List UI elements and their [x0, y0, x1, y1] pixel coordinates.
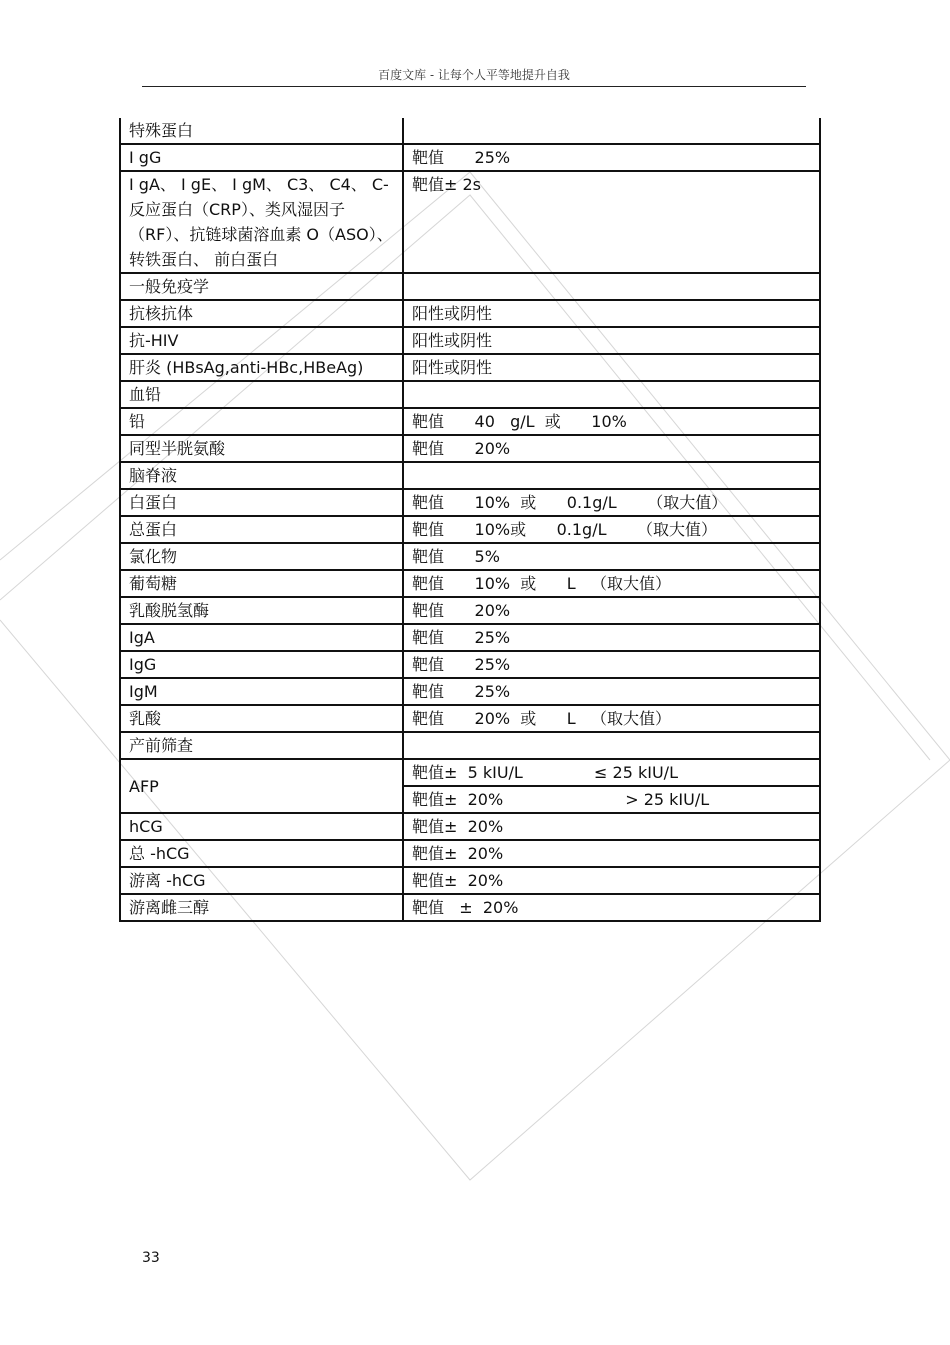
table-row — [120, 327, 820, 354]
table-row — [120, 894, 820, 921]
qc-target-table — [119, 118, 821, 922]
target-value: 靶值 25% — [403, 678, 820, 705]
target-value: 靶值 25% — [403, 144, 820, 171]
target-value: 靶值 ± 20% — [403, 894, 820, 921]
target-value: 阳性或阴性 — [403, 354, 820, 381]
item-name: I gG — [120, 144, 403, 171]
item-name: 乳酸 — [120, 705, 403, 732]
target-value: 靶值 25% — [403, 651, 820, 678]
item-name: 特殊蛋白 — [120, 118, 403, 144]
target-value: 靶值± 20% > 25 kIU/L — [403, 786, 820, 813]
item-name: hCG — [120, 813, 403, 840]
table-row — [120, 624, 820, 651]
item-name: IgM — [120, 678, 403, 705]
item-name: 抗核抗体 — [120, 300, 403, 327]
table-row — [120, 597, 820, 624]
item-name: 葡萄糖 — [120, 570, 403, 597]
table-row — [120, 489, 820, 516]
item-name: AFP — [120, 759, 403, 813]
table-row — [120, 705, 820, 732]
target-value — [403, 462, 820, 489]
table-row — [120, 678, 820, 705]
table-row — [120, 408, 820, 435]
item-name: 游离 -hCG — [120, 867, 403, 894]
item-name: IgG — [120, 651, 403, 678]
target-value: 阳性或阴性 — [403, 327, 820, 354]
table-row — [120, 144, 820, 171]
page-number: 33 — [142, 1250, 160, 1266]
item-name: 铅 — [120, 408, 403, 435]
item-name: 血铅 — [120, 381, 403, 408]
table-row — [120, 813, 820, 840]
table-row — [120, 570, 820, 597]
table-row — [120, 354, 820, 381]
table-row — [120, 651, 820, 678]
table-row — [120, 435, 820, 462]
table-row — [120, 759, 820, 786]
item-name: 抗-HIV — [120, 327, 403, 354]
target-value: 靶值 5% — [403, 543, 820, 570]
item-name: 产前筛查 — [120, 732, 403, 759]
table-row — [120, 516, 820, 543]
item-name: 同型半胱氨酸 — [120, 435, 403, 462]
item-name: 乳酸脱氢酶 — [120, 597, 403, 624]
target-value: 靶值 10%或 0.1g/L （取大值） — [403, 516, 820, 543]
target-value: 靶值 25% — [403, 624, 820, 651]
table-row — [120, 867, 820, 894]
page-header: 百度文库 - 让每个人平等地提升自我 — [142, 64, 806, 87]
target-value: 阳性或阴性 — [403, 300, 820, 327]
item-name: 一般免疫学 — [120, 273, 403, 300]
table-row — [120, 462, 820, 489]
target-value: 靶值 20% — [403, 435, 820, 462]
table-row — [120, 273, 820, 300]
item-name: 白蛋白 — [120, 489, 403, 516]
item-name: 肝炎 (HBsAg,anti-HBc,HBeAg) — [120, 354, 403, 381]
table-row — [120, 381, 820, 408]
item-name: 总 -hCG — [120, 840, 403, 867]
target-value: 靶值 20% — [403, 597, 820, 624]
target-value: 靶值± 20% — [403, 867, 820, 894]
item-name: 氯化物 — [120, 543, 403, 570]
target-value: 靶值± 20% — [403, 813, 820, 840]
target-value: 靶值 20% 或 L （取大值） — [403, 705, 820, 732]
target-value: 靶值 10% 或 L （取大值） — [403, 570, 820, 597]
target-value: 靶值 40 g/L 或 10% — [403, 408, 820, 435]
item-name: 总蛋白 — [120, 516, 403, 543]
table-row — [120, 171, 820, 273]
target-value — [403, 732, 820, 759]
table-row — [120, 118, 820, 144]
item-name: IgA — [120, 624, 403, 651]
table-row — [120, 543, 820, 570]
target-value: 靶值± 5 kIU/L ≤ 25 kIU/L — [403, 759, 820, 786]
table-row — [120, 732, 820, 759]
table-row — [120, 840, 820, 867]
item-name: I gA、 I gE、 I gM、 C3、 C4、 C-反应蛋白（CRP）、类风湿因子（RF）、抗链球菌溶血素 O（ASO）、转铁蛋白、 前白蛋白 — [120, 171, 403, 273]
target-value — [403, 381, 820, 408]
target-value: 靶值± 20% — [403, 840, 820, 867]
item-name: 脑脊液 — [120, 462, 403, 489]
target-value: 靶值± 2s — [403, 171, 820, 273]
target-value: 靶值 10% 或 0.1g/L （取大值） — [403, 489, 820, 516]
target-value — [403, 118, 820, 144]
target-value — [403, 273, 820, 300]
item-name: 游离雌三醇 — [120, 894, 403, 921]
table-row — [120, 300, 820, 327]
